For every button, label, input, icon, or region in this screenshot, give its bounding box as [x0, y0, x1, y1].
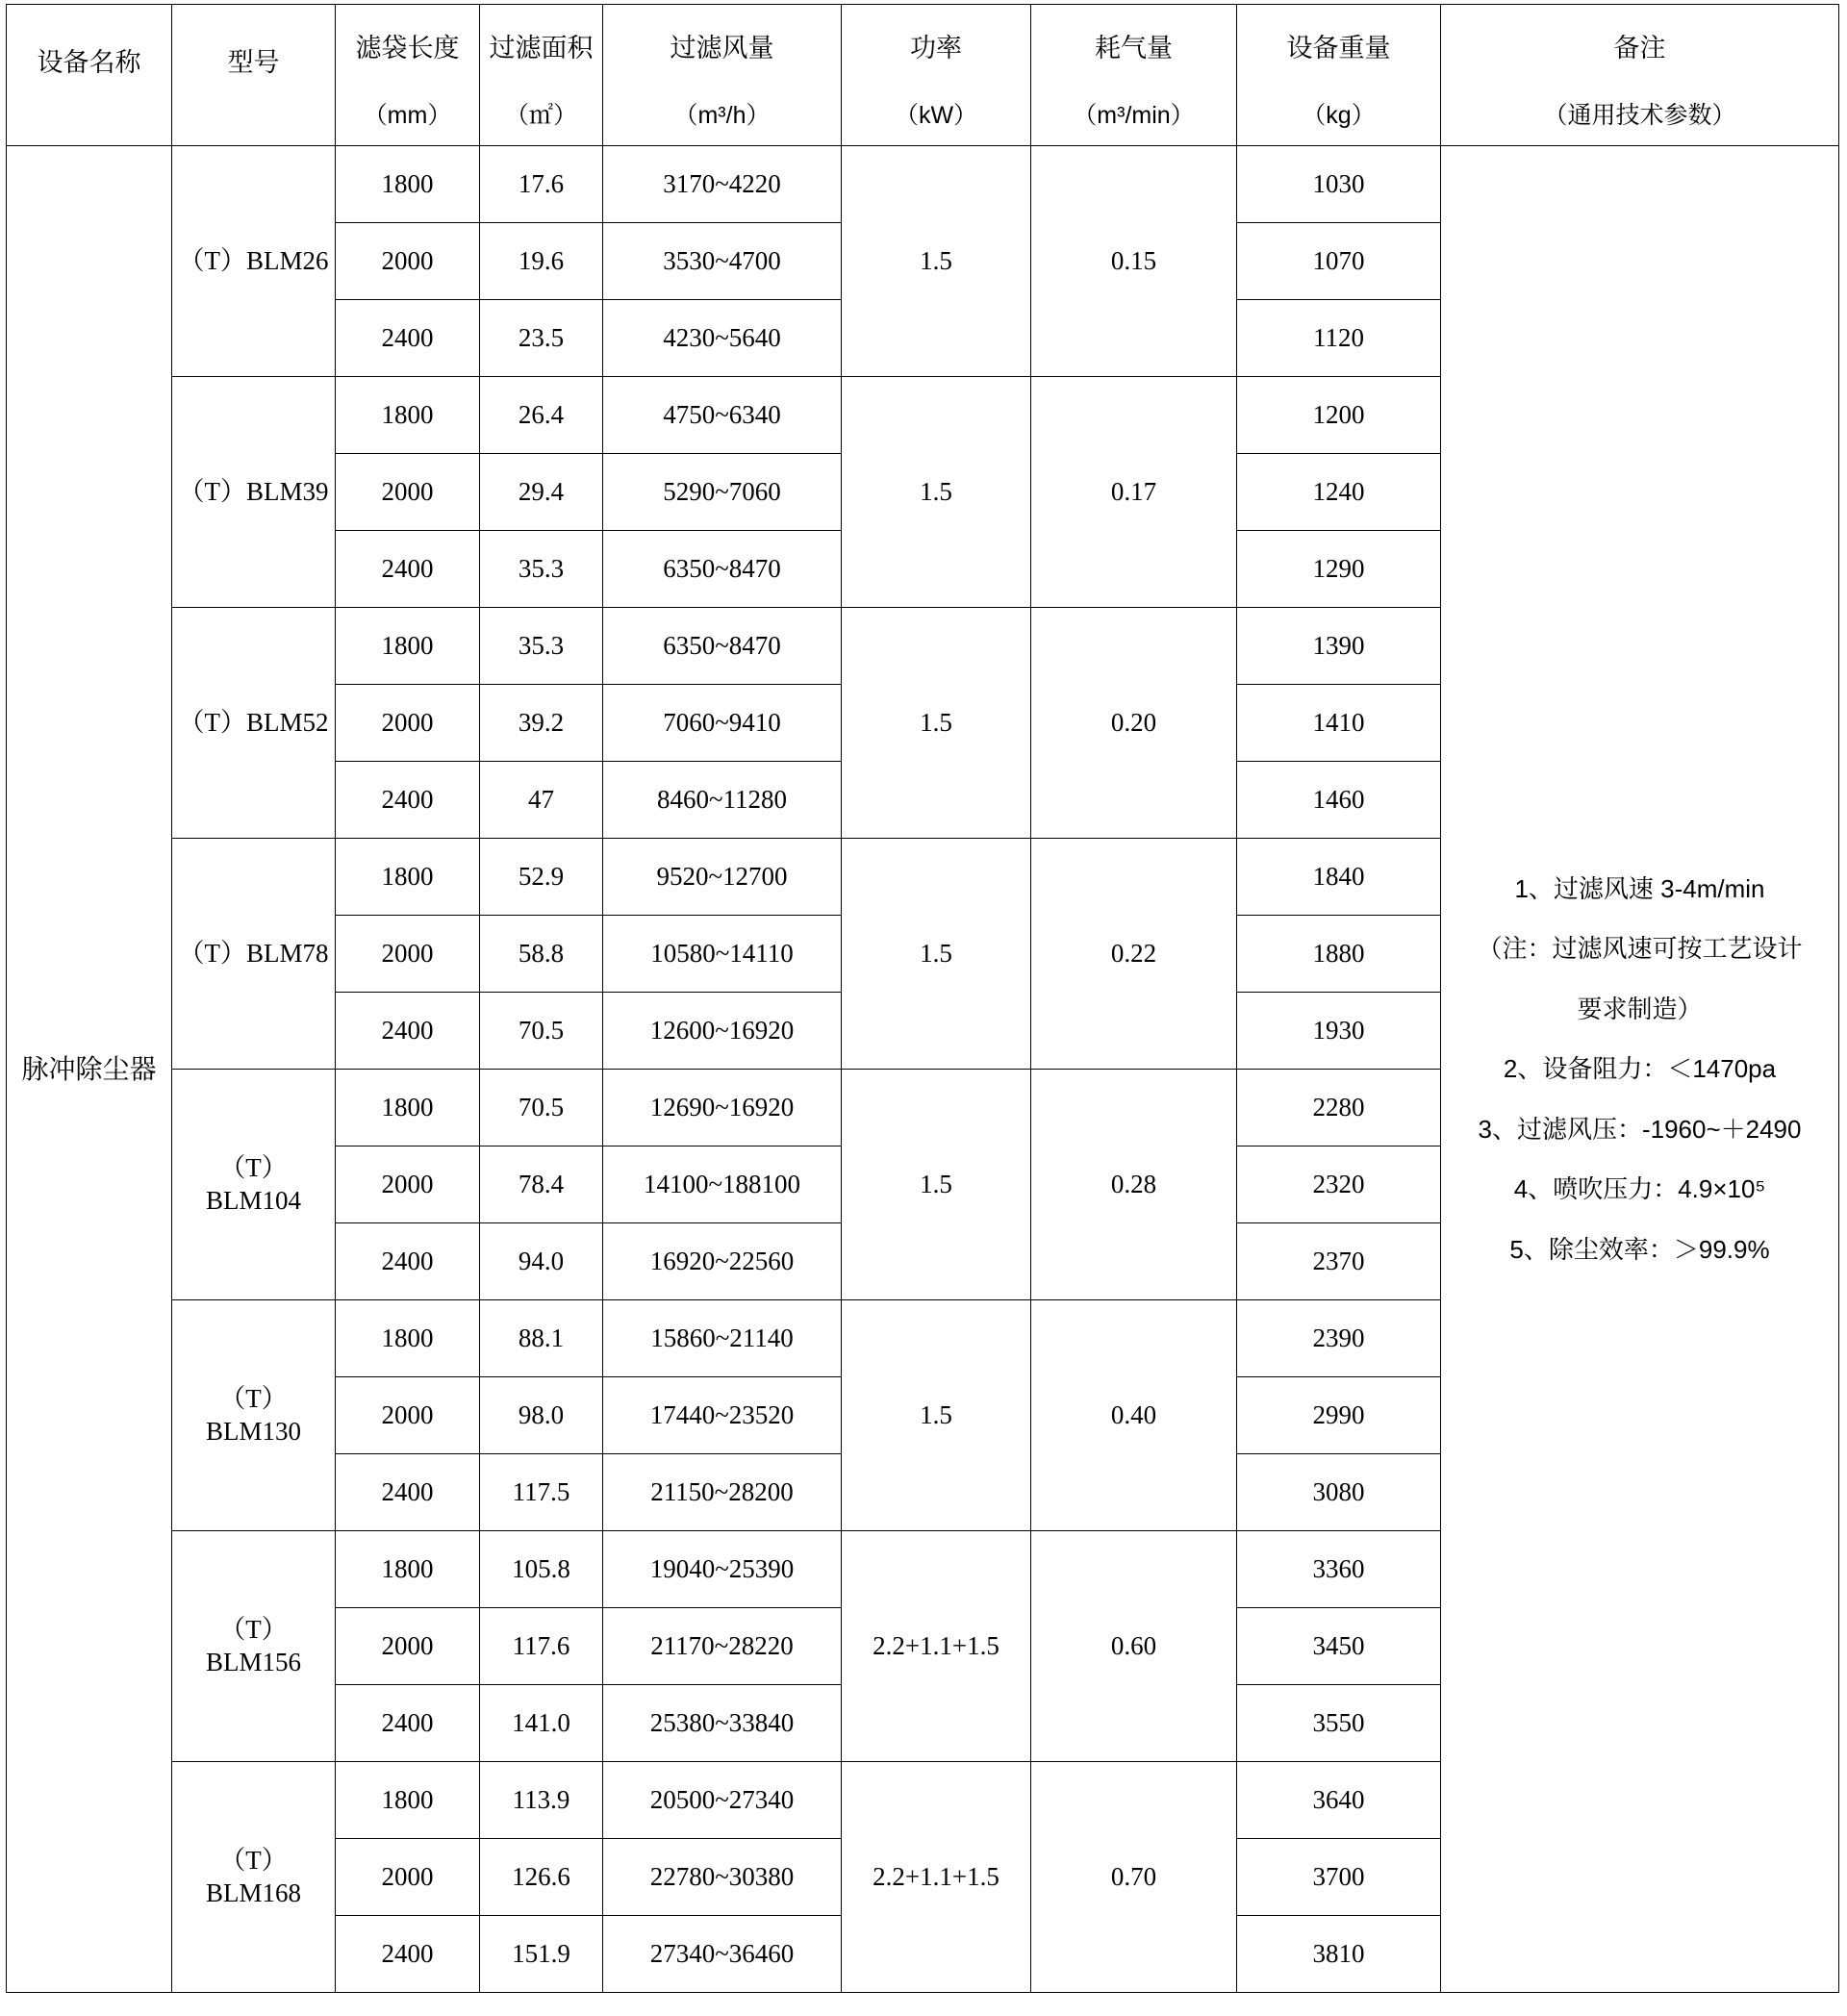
cell-power: 2.2+1.1+1.5 [842, 1531, 1031, 1762]
cell-filter-area: 105.8 [480, 1531, 603, 1608]
cell-model: （T）BLM26 [172, 146, 336, 377]
cell-equipment-name: 脉冲除尘器 [7, 146, 172, 1993]
cell-air-volume: 17440~23520 [603, 1377, 842, 1454]
cell-filter-area: 78.4 [480, 1147, 603, 1223]
table-header [7, 5, 1839, 146]
cell-filter-area: 52.9 [480, 839, 603, 916]
cell-air-volume: 3530~4700 [603, 223, 842, 300]
cell-filter-area: 39.2 [480, 685, 603, 762]
table-body [7, 146, 1839, 1993]
cell-power: 1.5 [842, 608, 1031, 839]
cell-air-consumption: 0.20 [1031, 608, 1237, 839]
cell-weight: 2320 [1237, 1147, 1441, 1223]
cell-filter-area: 151.9 [480, 1916, 603, 1993]
header-unit-air-volume: （m³/h） [673, 102, 771, 130]
cell-bag-length: 1800 [336, 839, 480, 916]
cell-filter-area: 19.6 [480, 223, 603, 300]
cell-air-volume: 12690~16920 [603, 1070, 842, 1147]
cell-model: （T）BLM168 [172, 1762, 336, 1993]
cell-weight: 1930 [1237, 993, 1441, 1070]
cell-air-consumption: 0.60 [1031, 1531, 1237, 1762]
header-model [172, 5, 336, 146]
table-row [7, 146, 1839, 223]
cell-air-volume: 21150~28200 [603, 1454, 842, 1531]
cell-filter-area: 117.6 [480, 1608, 603, 1685]
cell-bag-length: 1800 [336, 608, 480, 685]
cell-bag-length: 2400 [336, 531, 480, 608]
cell-weight: 3360 [1237, 1531, 1441, 1608]
header-bag-length [336, 5, 480, 146]
cell-weight: 3080 [1237, 1454, 1441, 1531]
remark-line: 5、除尘效率：＞99.9% [1509, 1234, 1770, 1264]
cell-filter-area: 47 [480, 762, 603, 839]
cell-air-volume: 4750~6340 [603, 377, 842, 454]
cell-air-consumption: 0.17 [1031, 377, 1237, 608]
cell-filter-area: 117.5 [480, 1454, 603, 1531]
header-equipment-name [7, 5, 172, 146]
cell-bag-length: 1800 [336, 146, 480, 223]
remark-line: 1、过滤风速 3-4m/min [1514, 873, 1765, 903]
cell-bag-length: 1800 [336, 1762, 480, 1839]
cell-bag-length: 2400 [336, 1685, 480, 1762]
cell-bag-length: 2000 [336, 1377, 480, 1454]
cell-air-volume: 6350~8470 [603, 608, 842, 685]
cell-air-volume: 4230~5640 [603, 300, 842, 377]
cell-weight: 1070 [1237, 223, 1441, 300]
cell-air-consumption: 0.15 [1031, 146, 1237, 377]
header-unit-weight: （kg） [1302, 102, 1376, 130]
cell-bag-length: 2000 [336, 1839, 480, 1916]
cell-filter-area: 23.5 [480, 300, 603, 377]
cell-air-volume: 5290~7060 [603, 454, 842, 531]
cell-weight: 2280 [1237, 1070, 1441, 1147]
header-filter-area [480, 5, 603, 146]
remark-line: 要求制造） [1577, 994, 1703, 1023]
cell-weight: 1030 [1237, 146, 1441, 223]
cell-bag-length: 2000 [336, 685, 480, 762]
header-remark [1441, 5, 1839, 146]
cell-filter-area: 70.5 [480, 1070, 603, 1147]
cell-bag-length: 2400 [336, 1454, 480, 1531]
cell-power: 1.5 [842, 839, 1031, 1070]
cell-weight: 1390 [1237, 608, 1441, 685]
cell-bag-length: 1800 [336, 1531, 480, 1608]
header-power [842, 5, 1031, 146]
cell-model: （T）BLM130 [172, 1300, 336, 1531]
cell-air-consumption: 0.40 [1031, 1300, 1237, 1531]
cell-bag-length: 2400 [336, 1916, 480, 1993]
cell-weight: 1290 [1237, 531, 1441, 608]
cell-weight: 3810 [1237, 1916, 1441, 1993]
header-unit-filter-area: （㎡） [504, 102, 577, 130]
remark-line: 2、设备阻力：＜1470pa [1503, 1054, 1777, 1084]
cell-bag-length: 2000 [336, 1147, 480, 1223]
pulse-dust-collector-spec-table [6, 4, 1839, 1993]
header-unit-remark: （通用技术参数） [1543, 102, 1736, 130]
cell-bag-length: 1800 [336, 1300, 480, 1377]
cell-remarks [1441, 146, 1839, 1993]
cell-filter-area: 141.0 [480, 1685, 603, 1762]
header-air-volume [603, 5, 842, 146]
cell-weight: 1240 [1237, 454, 1441, 531]
remark-line: 3、过滤风压：-1960~＋2490 [1478, 1114, 1802, 1144]
cell-power: 1.5 [842, 1300, 1031, 1531]
cell-air-volume: 15860~21140 [603, 1300, 842, 1377]
cell-power: 2.2+1.1+1.5 [842, 1762, 1031, 1993]
header-row [7, 5, 1839, 146]
header-title-filter-area: 过滤面积 [489, 33, 594, 63]
cell-air-volume: 21170~28220 [603, 1608, 842, 1685]
cell-air-consumption: 0.70 [1031, 1762, 1237, 1993]
cell-filter-area: 58.8 [480, 916, 603, 993]
cell-bag-length: 1800 [336, 377, 480, 454]
cell-filter-area: 88.1 [480, 1300, 603, 1377]
cell-air-volume: 7060~9410 [603, 685, 842, 762]
cell-power: 1.5 [842, 377, 1031, 608]
cell-model: （T）BLM156 [172, 1531, 336, 1762]
cell-bag-length: 2000 [336, 223, 480, 300]
cell-bag-length: 2400 [336, 993, 480, 1070]
cell-bag-length: 2400 [336, 1223, 480, 1300]
cell-model: （T）BLM52 [172, 608, 336, 839]
cell-power: 1.5 [842, 1070, 1031, 1300]
cell-weight: 2990 [1237, 1377, 1441, 1454]
cell-bag-length: 2000 [336, 454, 480, 531]
cell-weight: 2390 [1237, 1300, 1441, 1377]
cell-filter-area: 26.4 [480, 377, 603, 454]
cell-air-volume: 12600~16920 [603, 993, 842, 1070]
cell-weight: 1410 [1237, 685, 1441, 762]
cell-filter-area: 17.6 [480, 146, 603, 223]
header-unit-air-consumption: （m³/min） [1073, 102, 1195, 130]
cell-air-volume: 14100~188100 [603, 1147, 842, 1223]
cell-filter-area: 98.0 [480, 1377, 603, 1454]
cell-air-consumption: 0.22 [1031, 839, 1237, 1070]
cell-bag-length: 2400 [336, 762, 480, 839]
cell-air-consumption: 0.28 [1031, 1070, 1237, 1300]
cell-model: （T）BLM78 [172, 839, 336, 1070]
cell-weight: 3450 [1237, 1608, 1441, 1685]
cell-air-volume: 27340~36460 [603, 1916, 842, 1993]
cell-weight: 3700 [1237, 1839, 1441, 1916]
cell-model: （T）BLM39 [172, 377, 336, 608]
cell-air-volume: 6350~8470 [603, 531, 842, 608]
header-title-equipment-name: 设备名称 [37, 48, 141, 78]
cell-air-volume: 16920~22560 [603, 1223, 842, 1300]
header-title-air-consumption: 耗气量 [1095, 33, 1173, 63]
cell-model: （T）BLM104 [172, 1070, 336, 1300]
cell-filter-area: 70.5 [480, 993, 603, 1070]
header-title-weight: 设备重量 [1286, 33, 1391, 63]
header-title-model: 型号 [227, 48, 280, 78]
cell-weight: 1880 [1237, 916, 1441, 993]
cell-air-volume: 19040~25390 [603, 1531, 842, 1608]
cell-weight: 1460 [1237, 762, 1441, 839]
header-unit-bag-length: （mm） [363, 102, 452, 130]
header-title-remark: 备注 [1613, 33, 1666, 63]
cell-air-volume: 25380~33840 [603, 1685, 842, 1762]
cell-weight: 3640 [1237, 1762, 1441, 1839]
remark-line: （注：过滤风速可按工艺设计 [1477, 934, 1803, 964]
header-title-bag-length: 滤袋长度 [355, 33, 460, 63]
cell-weight: 2370 [1237, 1223, 1441, 1300]
cell-air-volume: 3170~4220 [603, 146, 842, 223]
cell-power: 1.5 [842, 146, 1031, 377]
cell-filter-area: 126.6 [480, 1839, 603, 1916]
cell-filter-area: 35.3 [480, 608, 603, 685]
cell-bag-length: 2400 [336, 300, 480, 377]
cell-air-volume: 10580~14110 [603, 916, 842, 993]
header-title-air-volume: 过滤风量 [670, 33, 774, 63]
cell-filter-area: 35.3 [480, 531, 603, 608]
remarks-list [1441, 873, 1838, 1266]
cell-weight: 1120 [1237, 300, 1441, 377]
cell-weight: 1200 [1237, 377, 1441, 454]
header-unit-power: （kW） [894, 102, 978, 130]
cell-filter-area: 94.0 [480, 1223, 603, 1300]
cell-air-volume: 9520~12700 [603, 839, 842, 916]
header-weight [1237, 5, 1441, 146]
cell-air-volume: 8460~11280 [603, 762, 842, 839]
cell-air-volume: 20500~27340 [603, 1762, 842, 1839]
cell-filter-area: 113.9 [480, 1762, 603, 1839]
cell-bag-length: 1800 [336, 1070, 480, 1147]
cell-bag-length: 2000 [336, 916, 480, 993]
cell-air-volume: 22780~30380 [603, 1839, 842, 1916]
header-air-consumption [1031, 5, 1237, 146]
cell-bag-length: 2000 [336, 1608, 480, 1685]
cell-weight: 1840 [1237, 839, 1441, 916]
cell-filter-area: 29.4 [480, 454, 603, 531]
remark-line: 4、喷吹压力：4.9×10⁵ [1513, 1174, 1766, 1204]
cell-weight: 3550 [1237, 1685, 1441, 1762]
header-title-power: 功率 [910, 33, 962, 63]
